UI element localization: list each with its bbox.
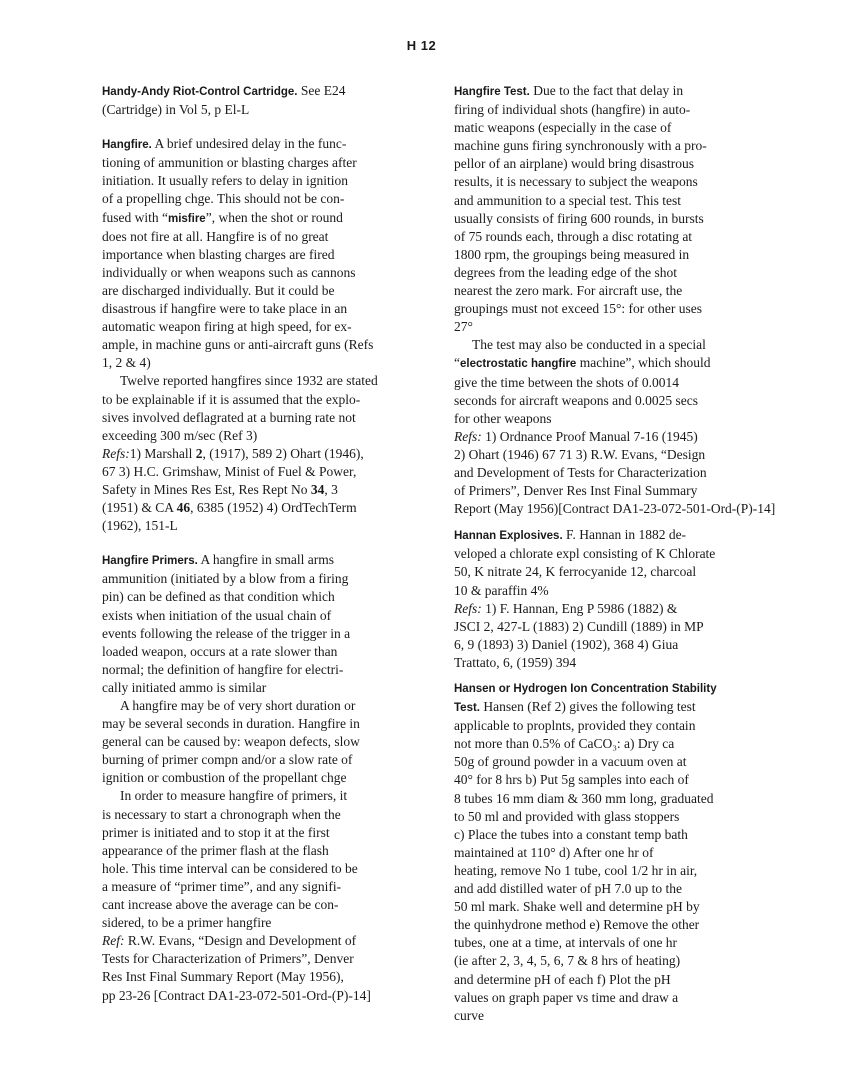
references: Refs: 1) Ordnance Proof Manual 7-16 (1945) (454, 428, 698, 444)
entry-heading: Hangfire Test. (454, 86, 530, 98)
entry-hangfire-primers: Hangfire Primers. A hangfire in small arms ammunition (initiated by a blow from a firing pin) can be defined as that condition which exists when initiation of the usual chain of events following the release of the trigger in a loaded weapon, occurs at a rate slower than normal; the definition of hangfire for electri- cally initiated ammo is similar A hangfire may be of very short duration or may be several seconds in duration. Hangfire in general can be caused by: weapon defects, slow burning of primer compn and/or a slow rate of ignition or combustion of the propellant chge In order to measure hangfire of primers, it is necessary to start a chronograph when the primer is initiated and to stop it at the first appearance of the primer flash at the flash hole. This time interval can be considered to be a measure of “primer time”, and any signifi- cant increase above the average can be con- sidered, to be a primer hangfire Ref: R.W. Evans, “Design and Development of Tests for Characterization of Primers”, Denver Res Inst Final Summary Report (May 1956), pp 23-26 [Contract DA1-23-072-501-Ord-(P)-14] (102, 551, 414, 1004)
entry-heading: Hangfire Primers. (102, 555, 198, 568)
entry-heading: Handy-Andy Riot-Control Cartridge. (102, 86, 298, 98)
entry-heading: Hangfire. (102, 139, 152, 152)
entry-hangfire-test: Hangfire Test. Due to the fact that delay in firing of individual shots (hangfire) in auto- matic weapons (especially in the case of machine guns firing synchronously with a pro- pellor of an airplane) would bring disastrous results, it is necessary to subject the weapons and ammunition to a special test. This test usually consists of firing 600 rounds, in bursts of 75 rounds each, through a disc rotating at 1800 rpm, the groupings being measured in degrees from the leading edge of the shot nearest the zero mark. For aircraft use, the groupings must not exceed 15°: for other uses 27° The test may also be conducted in a special “electrostatic hangfire machine”, which should give the time between the shots of 0.0014 seconds for aircraft weapons and 0.0025 secs for other weapons Refs: 1) Ordnance Proof Manual 7-16 (1945) 2) Ohart (1946) 67 71 3) R.W. Evans, “Design and Development of Tests for Characterization of Primers”, Denver Res Inst Final Summary Report (May 1956)[Contract DA1-23-072-501-Ord-(P)-14] (454, 82, 824, 518)
entry-hangfire: Hangfire. A brief undesired delay in the func- tioning of ammunition or blasting charges after initiation. It usually refers to delay in ignition of a propelling chge. This should not be con- fused with “misfire”, when the shot or round does not fire at all. Hangfire is of no great importance when blasting charges are fired individually or when weapons such as cannons are discharged individually. But it could be disastrous if hangfire were to take place in an automatic weapon firing at high speed, for ex- ample, in machine guns or anti-aircraft guns (Refs 1, 2 & 4) Twelve reported hangfires since 1932 are stated to be explainable if it is assumed that the explo- sives involved deflagrated at a burning rate not exceeding 300 m/sec (Ref 3) Refs:1) Marshall 2, (1917), 589 2) Ohart (1946), 67 3) H.C. Grimshaw, Minist of Fuel & Power, Safety in Mines Res Est, Res Rept No 34, 3 (1951) & CA 46, 6385 (1952) 4) OrdTechTerm (1962), 151-L (102, 135, 414, 535)
left-column (102, 82, 414, 1021)
references: Refs:1) Marshall 2, (1917), 589 2) Ohart (1946), (102, 445, 364, 461)
entry-heading: Hannan Explosives. (454, 530, 563, 543)
entry-hannan-explosives: Hannan Explosives. F. Hannan in 1882 de- veloped a chlorate expl consisting of K Chlorate 50, K nitrate 24, K ferrocyanide 12, charcoal 10 & paraffin 4% Refs: 1) F. Hannan, Eng P 5986 (1882) & JSCI 2, 427-L (1883) 2) Cundill (1889) in MP 6, 9 (1893) 3) Daniel (1902), 368 4) Giua Trattato, 6, (1959) 394 (454, 526, 824, 672)
entry-heading: Hansen or Hydrogen Ion Concentration Stability (454, 683, 717, 695)
references: Ref: R.W. Evans, “Design and Development of (102, 933, 357, 949)
entry-handy-andy: Handy-Andy Riot-Control Cartridge. See E24 (Cartridge) in Vol 5, p El-L (102, 83, 346, 118)
right-column (454, 82, 824, 1041)
page-number: H 12 (406, 38, 437, 53)
entry-hansen-test: Hansen or Hydrogen Ion Concentration Stability Test. Hansen (Ref 2) gives the following test applicable to proplnts, provided they contain not more than 0.5% of CaCO₃: a) Dry ca 50g of ground powder in a vacuum oven at 40° for 8 hrs b) Put 5g samples into each of 8 tubes 16 mm diam & 360 mm long, graduated to 50 ml and provided with glass stoppers c) Place the tubes into a constant temp bath maintained at 110° d) After one hr of heating, remove No 1 tube, cool 1/2 hr in air, and add distilled water of pH 7.0 up to the 50 ml mark. Shake well and determine pH by the quinhydrone method e) Remove the other tubes, one at a time, at intervals of one hr (ie after 2, 3, 4, 5, 6, 7 & 8 hrs of heating) and determine pH of each f) Plot the pH values on graph paper vs time and draw a curve (454, 680, 824, 1025)
references: Refs: 1) F. Hannan, Eng P 5986 (1882) & (454, 600, 678, 616)
